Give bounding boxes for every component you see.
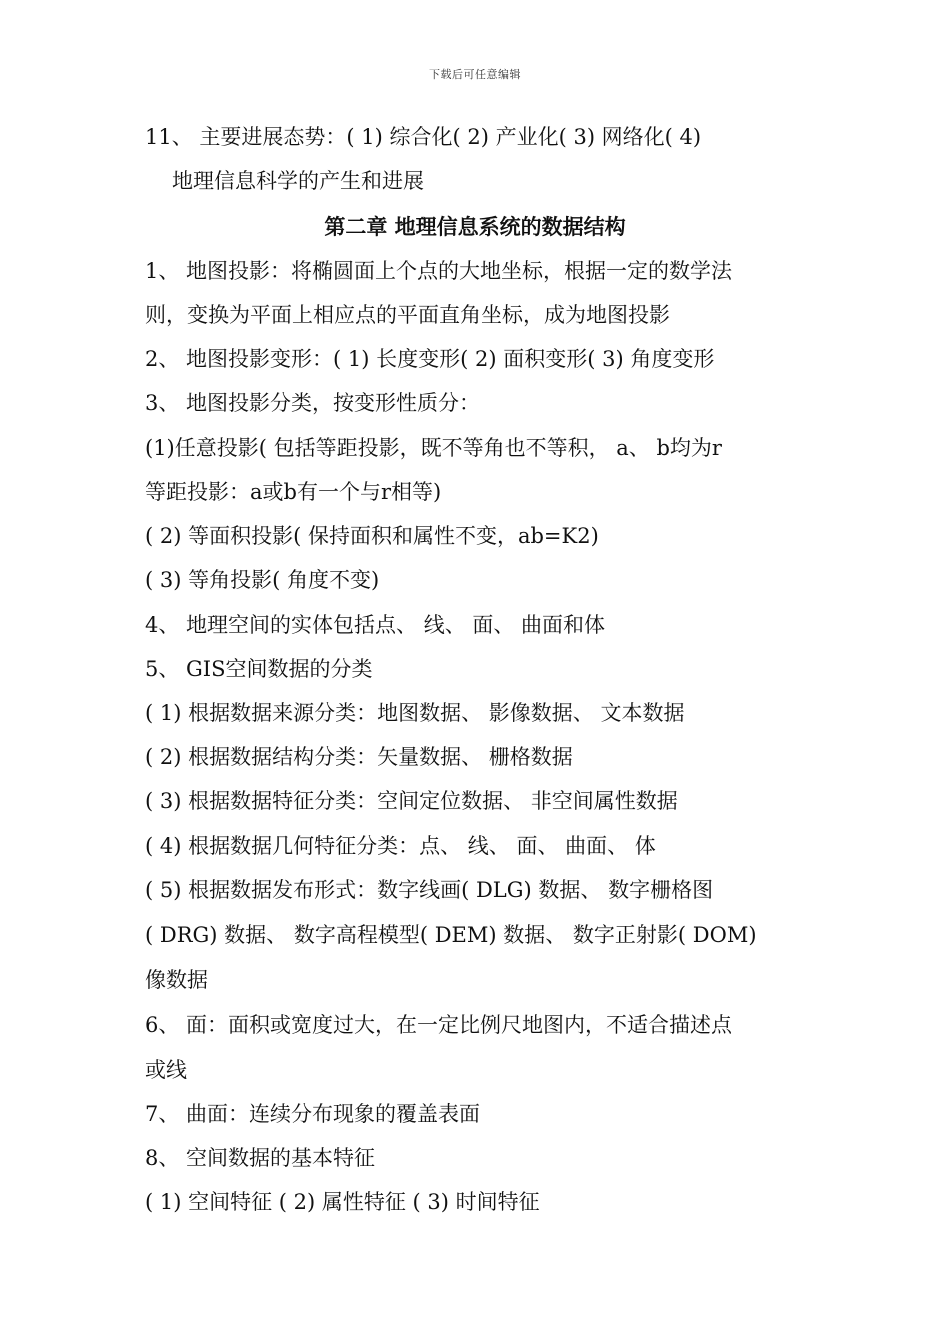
paragraph-line: 像数据 xyxy=(145,968,208,992)
paragraph-line: ( 3) 等角投影( 角度不变) xyxy=(145,568,380,592)
page-header: 下载后可任意编辑 xyxy=(429,68,521,81)
paragraph-line: 或线 xyxy=(145,1058,187,1082)
paragraph-line: 11、 主要进展态势：( 1) 综合化( 2) 产业化( 3) 网络化( 4) xyxy=(145,125,702,149)
paragraph-line: 8、 空间数据的基本特征 xyxy=(145,1146,376,1170)
paragraph-line: ( 2) 等面积投影( 保持面积和属性不变，ab=K2) xyxy=(145,524,599,548)
paragraph-line: 等距投影：a或b有一个与r相等) xyxy=(145,480,442,504)
paragraph-line: 4、 地理空间的实体包括点、 线、 面、 曲面和体 xyxy=(145,613,606,637)
paragraph-line: ( DRG) 数据、 数字高程模型( DEM) 数据、 数字正射影( DOM) xyxy=(145,923,757,947)
paragraph-line: ( 2) 根据数据结构分类：矢量数据、 栅格数据 xyxy=(145,745,573,769)
paragraph-line: 1、 地图投影：将椭圆面上个点的大地坐标，根据一定的数学法 xyxy=(145,259,733,283)
paragraph-line: ( 5) 根据数据发布形式：数字线画( DLG) 数据、 数字栅格图 xyxy=(145,878,714,902)
paragraph-line: 7、 曲面：连续分布现象的覆盖表面 xyxy=(145,1102,481,1126)
paragraph-line: 3、 地图投影分类，按变形性质分： xyxy=(145,391,481,415)
paragraph-line: 则，变换为平面上相应点的平面直角坐标，成为地图投影 xyxy=(145,303,670,327)
paragraph-line: 2、 地图投影变形：( 1) 长度变形( 2) 面积变形( 3) 角度变形 xyxy=(145,347,715,371)
paragraph-line: (1)任意投影( 包括等距投影，既不等角也不等积， a、 b均为r xyxy=(145,436,722,460)
paragraph-line: 地理信息科学的产生和进展 xyxy=(172,169,424,193)
paragraph-line: ( 4) 根据数据几何特征分类：点、 线、 面、 曲面、 体 xyxy=(145,834,656,858)
paragraph-line: ( 1) 空间特征 ( 2) 属性特征 ( 3) 时间特征 xyxy=(145,1190,540,1214)
paragraph-line: ( 1) 根据数据来源分类：地图数据、 影像数据、 文本数据 xyxy=(145,701,685,725)
paragraph-line: 5、 GIS空间数据的分类 xyxy=(145,657,373,681)
chapter-title: 第二章 地理信息系统的数据结构 xyxy=(324,215,626,239)
paragraph-line: ( 3) 根据数据特征分类：空间定位数据、 非空间属性数据 xyxy=(145,789,678,813)
paragraph-line: 6、 面：面积或宽度过大，在一定比例尺地图内，不适合描述点 xyxy=(145,1013,733,1037)
